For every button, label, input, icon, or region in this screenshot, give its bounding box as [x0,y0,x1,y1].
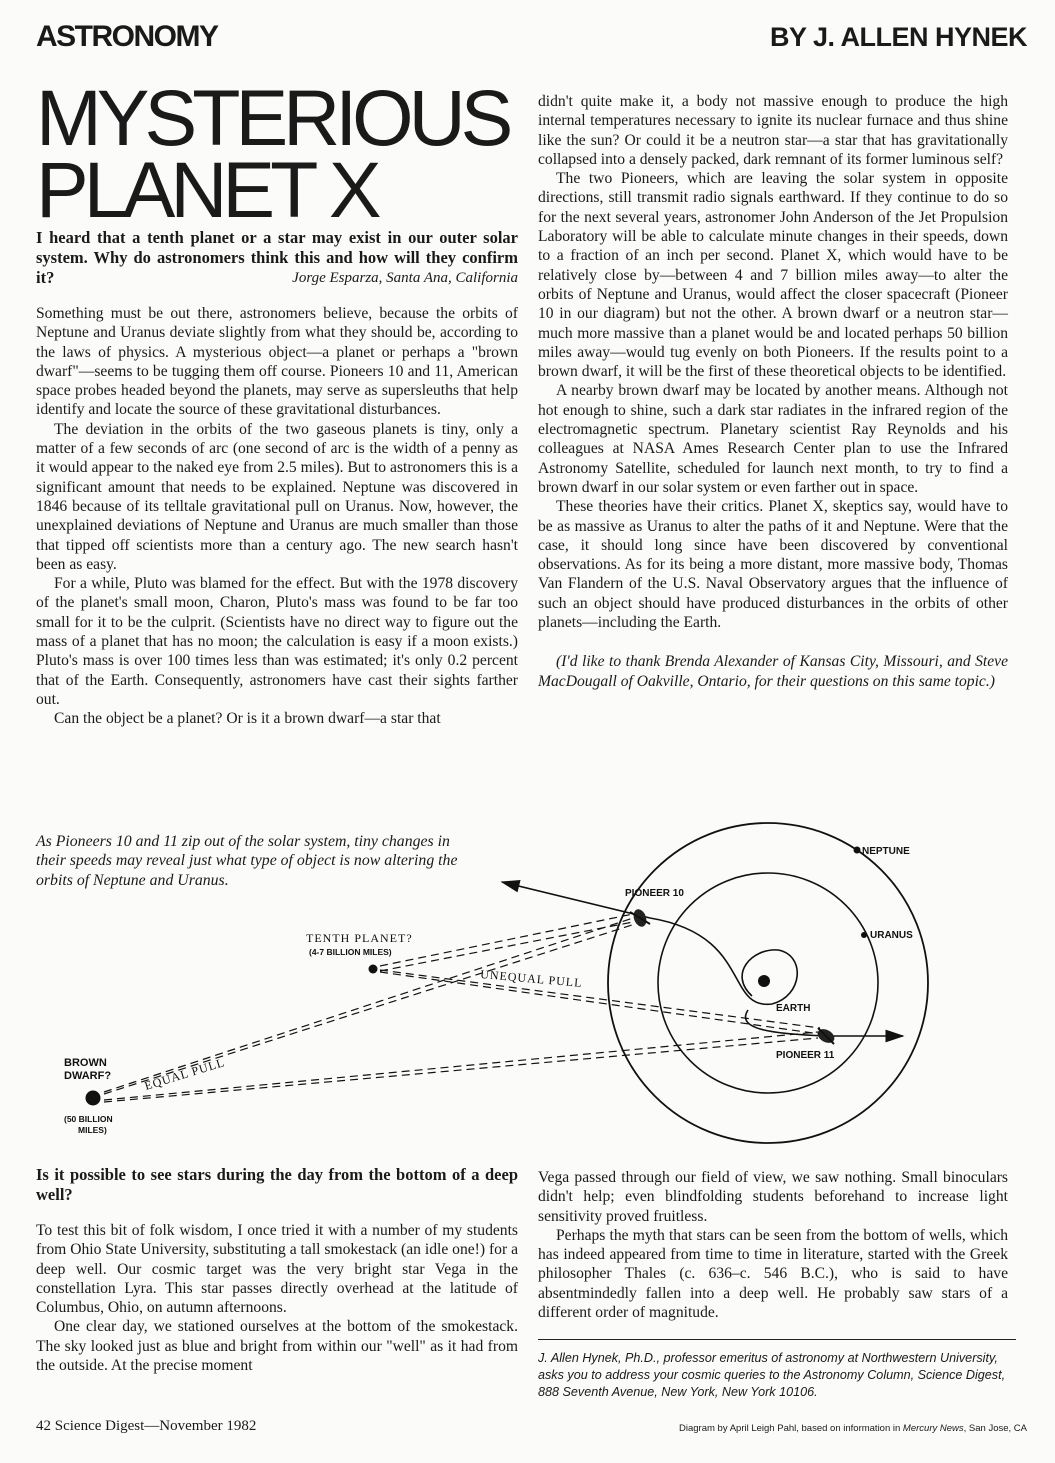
earth-label: EARTH [776,1003,811,1014]
thanks-note: (I'd like to thank Brenda Alexander of Kansas City, Missouri, and Steve MacDougall of Oakville, Ontario, for their questions on this same topic.) [538,653,1008,690]
diagram-caption: As Pioneers 10 and 11 zip out of the solar system, tiny changes in their speeds may reveal just what type of object is now altering the orbits of Neptune and Uranus. [36,833,458,889]
pioneer-diagram [0,800,1055,1150]
tenth-planet-dot [369,965,378,974]
article-paragraph: One clear day, we stationed ourselves at the bottom of the smokestack. The sky looked just as blue and bright from within our "well" as it had from the outside. At the precise moment [36,1318,518,1375]
question-1 [36,228,518,288]
article-paragraph: didn't quite make it, a body not massive enough to produce the high internal temperatures necessary to ignite its nuclear furnace and thus shine like the sun? Or could it be a neutron star—a star that has gravitationally collapsed into a densely packed, dark remnant of its former luminous self? [538,93,1008,168]
section-label: ASTRONOMY [36,20,218,53]
pioneer-11-icon [815,1026,837,1045]
pioneer-10-label: PIONEER 10 [625,888,684,899]
article-paragraph: Something must be out there, astronomers believe, because the orbits of Neptune and Uranus deviate slightly from what they should be, according to the laws of physics. A mysterious object—a planet or perhaps a "brown dwarf"—seems to be tugging them off course. Pioneers 10 and 11, American space probes headed beyond the planets, may serve as supersleuths that help identify and locate the source of these gravitational disturbances. [36,305,518,419]
question-2: Is it possible to see stars during the day from the bottom of a deep well? [36,1165,518,1204]
author-bio: J. Allen Hynek, Ph.D., professor emeritus of astronomy at Northwestern University, asks you to address your cosmic queries to the Astronomy Column, Science Digest, 888 Seventh Avenue, New York, New York 10106. [538,1351,1006,1399]
earth-dot [758,975,770,987]
article-paragraph: The deviation in the orbits of the two gaseous planets is tiny, only a matter of a few seconds of arc (one second of arc is the width of a penny as it would appear to the naked eye from 2.5 miles). But to astronomers this is a significant amount that needs to be explained. Neptune was discovered in 1846 because of its telltale gravitational pull on Uranus. Now, however, the unexplained deviations of Neptune and Uranus are much smaller than those that tipped off scientists more than a century ago. The new search hasn't been as easy. [36,420,518,573]
tenth-planet-pull-lines [380,914,820,1034]
headline [36,73,509,234]
article-paragraph: These theories have their critics. Planet X, skeptics say, would have to be as massive as Uranus to alter the paths of it and Neptune. Were that the case, it should long since have been discovered by conventional observations. As for its being a more distant, more massive body, Thomas Van Flandern of the U.S. Naval Observatory argues that the influence of such an object should have produced disturbances in the orbits of other planets—including the Earth. [538,498,1008,632]
headline-line-1: MYSTERIOUS [36,73,509,162]
neptune-label: NEPTUNE [862,846,910,857]
brown-dwarf-label-line-1: BROWN [64,1057,107,1069]
article-paragraph: Vega passed through our field of view, we saw nothing. Small binoculars didn't help; even blindfolding students beforehand to increase light sensitivity proved fruitless. [538,1169,1008,1225]
article-paragraph: A nearby brown dwarf may be located by another means. Although not hot enough to shine, such a dark star radiates in the infrared region of the electromagnetic spectrum. Planetary scientist Ray Reynolds and his colleagues at NASA Ames Research Center plan to use the Infrared Astronomy Satellite, scheduled for launch next month, to try to find a brown dwarf in our solar system or even farther out in space. [538,382,1008,496]
credit-prefix: Diagram by April Leigh Pahl, based on information in [679,1423,903,1434]
brown-dwarf-distance-line-2: MILES) [78,1125,107,1135]
brown-dwarf-label-line-2: DWARF? [64,1070,112,1082]
divider-rule [538,1339,1016,1340]
tenth-planet-label: TENTH PLANET? [306,931,413,945]
brown-dwarf-distance-line-1: (50 BILLION [64,1114,113,1124]
tenth-planet-distance: (4-7 BILLION MILES) [309,947,392,957]
uranus-dot [861,932,867,938]
left-column-lower [36,1165,518,1375]
left-column-upper [36,228,518,729]
article-paragraph: Perhaps the myth that stars can be seen from the bottom of wells, which has indeed appeared from time to time in literature, started with the Greek philosopher Thales (c. 636–c. 546 B.C.), who is said to have absentmindedly fallen into a deep well. He probably saw stars of a different order of magnitude. [538,1226,1008,1322]
brown-dwarf-dot [86,1091,101,1106]
equal-pull-label: EQUAL PULL [142,1055,227,1093]
uranus-label: URANUS [870,930,913,941]
headline-line-2: PLANET X [36,145,377,234]
credit-suffix: , San Jose, CA [963,1423,1027,1434]
question-1-asker: Jorge Esparza, Santa Ana, California [292,270,518,286]
article-paragraph: Can the object be a planet? Or is it a brown dwarf—a star that [54,710,441,728]
brown-dwarf-pull-lines [104,918,818,1102]
page-footer: 42 Science Digest—November 1982 [36,1418,257,1434]
diagram-credit [679,1423,1027,1434]
article-paragraph: The two Pioneers, which are leaving the solar system in opposite directions, still transmit radio signals earthward. If they continue to do so for the next several years, astronomer John Anderson of the Jet Propulsion Laboratory will be able to calculate minute changes in their speeds, down to a fraction of an inch per second. Planet X, which would have to be relatively close by—between 4 and 7 billion miles away—to alter the orbits of Neptune and Uranus, would affect the closer spacecraft (Pioneer 10 in our diagram) but not the other. A brown dwarf or a neutron star—much more massive than a planet would be and located perhaps 50 billion miles away—would tug evenly on both Pioneers. If the results point to a brown dwarf, it will be the first of these theoretical objects to be identified. [538,170,1008,381]
question-1-text: I heard that a tenth planet or a star may exist in our outer solar system. Why do astronomers think this and how will they confirm it? [36,228,518,287]
neptune-dot [854,847,861,854]
pioneer-11-label: PIONEER 11 [776,1050,835,1061]
article-paragraph: To test this bit of folk wisdom, I once tried it with a number of my students from Ohio State University, substituting a tall smokestack (an idle one!) for a deep well. Our cosmic target was the very bright star Vega in the constellation Lyra. This star passes directly overhead at the latitude of Columbus, Ohio, on autumn afternoons. [36,1222,518,1317]
credit-source: Mercury News [902,1423,964,1434]
right-column-lower [538,1168,1008,1322]
byline: BY J. ALLEN HYNEK [769,22,1027,52]
article-paragraph: For a while, Pluto was blamed for the effect. But with the 1978 discovery of the planet's small moon, Charon, Pluto's mass was found to be far too small for it to be the culprit. (Scientists have no direct way to figure out the mass of a planet that has no moon; the calculation is easy if a moon exists.) Pluto's mass is over 100 times less than was estimated; it's only 0.2 percent that of the Earth. Consequently, astronomers have cast their sights farther out. [36,575,518,708]
right-column-upper [538,92,1008,691]
unequal-pull-label: UNEQUAL PULL [479,967,584,990]
